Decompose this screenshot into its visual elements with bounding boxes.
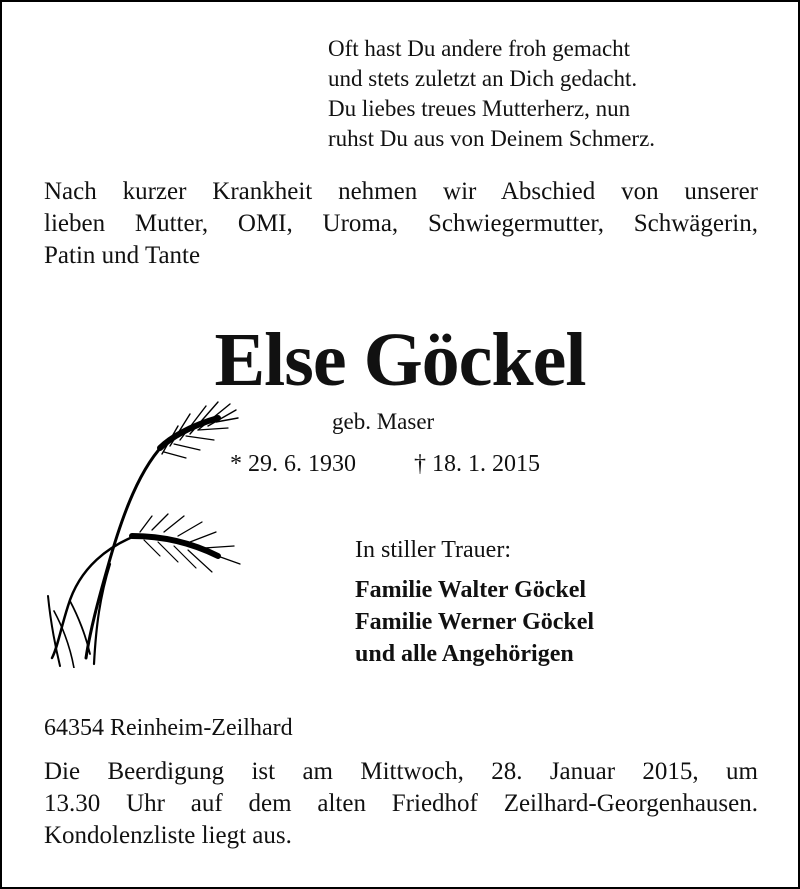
birth-date: * 29. 6. 1930 [230,451,356,477]
death-date: † 18. 1. 2015 [414,451,540,477]
funeral-line: Kondolenzliste liegt aus. [44,822,292,849]
mourner-name: Familie Walter Göckel [355,577,587,603]
wheat-icon [40,396,250,668]
intro-line: Patin und Tante [44,242,201,269]
poem-line: Du liebes treues Mutterherz, nun [328,96,631,121]
poem [328,34,655,154]
mourners-list [355,574,594,670]
life-dates [230,450,540,478]
address: 64354 Reinheim-Zeilhard [44,715,293,741]
poem-line: Oft hast Du andere froh gemacht [328,36,631,61]
intro-text [44,176,758,272]
mourner-name: und alle Angehörigen [355,641,574,667]
poem-line: und stets zuletzt an Dich gedacht. [328,66,638,91]
funeral-details [44,756,758,852]
mourning-label: In stiller Trauer: [355,537,511,563]
poem-line: ruhst Du aus von Deinem Schmerz. [328,126,656,151]
intro-line: Nach kurzer Krankheit nehmen wir Abschied von unserer [44,178,758,205]
funeral-line: 13.30 Uhr auf dem alten Friedhof Zeilhard-Georgenhausen. [44,790,758,817]
funeral-line: Die Beerdigung ist am Mittwoch, 28. Januar 2015, um [44,758,758,785]
mourner-name: Familie Werner Göckel [355,609,595,635]
deceased-name: Else Göckel [214,318,586,402]
intro-line: lieben Mutter, OMI, Uroma, Schwiegermutter, Schwägerin, [44,210,758,237]
birth-name: geb. Maser [332,409,435,434]
